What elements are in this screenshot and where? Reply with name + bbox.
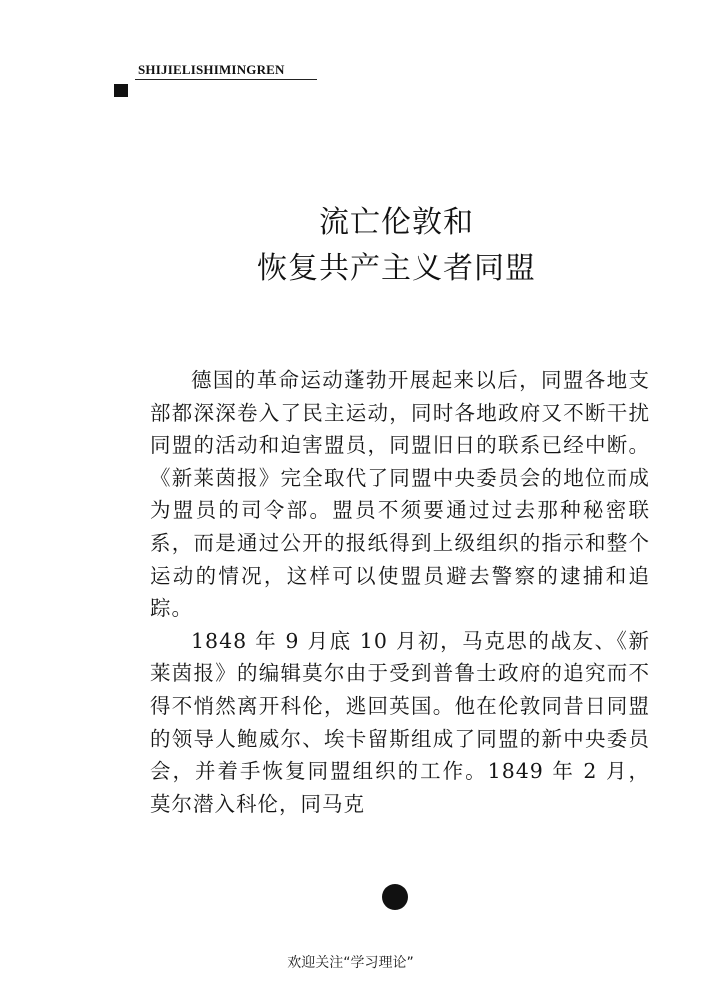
footer-note: 欢迎关注“学习理论”	[287, 955, 414, 971]
paragraph-1: 德国的革命运动蓬勃开展起来以后，同盟各地支部都深深卷入了民主运动，同时各地政府又不断干扰同盟的活动和迫害盟员，同盟旧日的联系已经中断。《新莱茵报》完全取代了同盟中央委员会的地位而成为盟员的司令部。盟员不须要通过过去那种秘密联系，而是通过公开的报纸得到上级组织的指示和整个运动的情况，这样可以使盟员避去警察的逮捕和追踪。	[150, 368, 650, 621]
chapter-title-line-2: 恢复共产主义者同盟	[257, 251, 536, 286]
running-header: SHIJIELISHIMINGREN	[138, 62, 285, 77]
page-dot-mark	[382, 884, 408, 910]
paragraph-2: 1848 年 9 月底 10 月初，马克思的战友、《新莱茵报》的编辑莫尔由于受到普鲁士政府的追究而不得不悄然离开科伦，逃回英国。他在伦敦同昔日同盟的领导人鲍威尔、埃卡留斯组成了同盟的新中央委员会，并着手恢复同盟组织的工作。1849 年 2 月，莫尔潜入科伦，同马克	[150, 628, 650, 816]
chapter-title-line-1: 流亡伦敦和	[319, 205, 474, 240]
header-rule	[135, 79, 317, 80]
body-text	[150, 364, 650, 820]
header-square-mark	[114, 84, 128, 97]
